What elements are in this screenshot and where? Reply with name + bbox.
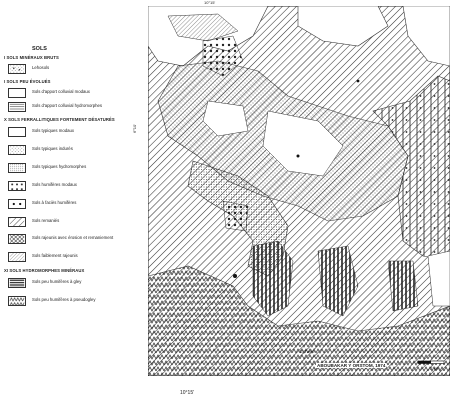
legend-item-gley	[8, 278, 148, 290]
swatch-diag-fine	[8, 252, 26, 262]
legend-label: Sols peu humifères à gley	[32, 279, 82, 284]
swatch-dots-fine	[8, 64, 26, 74]
legend-item-lehosols	[8, 64, 148, 76]
swatch-stipple-dense	[8, 163, 26, 173]
swatch-blank	[8, 127, 26, 137]
latitude-left: 6°10'	[132, 123, 138, 134]
legend-heading-peu-evolues: I SOLS PEU ÉVOLUÉS	[4, 79, 51, 84]
soil-map	[148, 6, 450, 376]
scale-value: 2 km	[430, 366, 440, 371]
legend-label: Sols rajeunis avec érosion et remaniement	[32, 235, 114, 240]
legend-heading-ferrallitiques: X SOLS FERRALLITIQUES FORTEMENT DÉSATURÉS	[4, 117, 115, 122]
scale-label: Échelle	[300, 349, 315, 354]
legend-item-remanies	[8, 217, 148, 229]
legend-item-rajeunis-erosion	[8, 234, 148, 246]
legend-item-faiblement-rajeunis	[8, 252, 148, 264]
legend-label: Lehosols	[32, 65, 50, 70]
legend-label: Sols d'apport colluvial modaux	[32, 89, 90, 94]
legend-item-typiques-modaux	[8, 127, 148, 139]
legend-label: Sols typiques modaux	[32, 128, 75, 133]
legend-label: Sols d'apport colluvial hydromorphes	[32, 103, 103, 108]
legend-item-colluvial-hydromorphes	[8, 102, 148, 114]
legend-heading-hydromorphes: XI SOLS HYDROMORPHES MINÉRAUX	[4, 268, 85, 273]
legend-label: Sols à faciès humifères	[32, 200, 77, 205]
legend-title: SOLS	[32, 46, 47, 52]
legend-label: Sols humifères modaux	[32, 182, 77, 187]
swatch-diag	[8, 217, 26, 227]
swatch-stipple	[8, 145, 26, 155]
legend-label: Sols faiblement rajeunis	[32, 253, 78, 258]
swatch-zigzag	[8, 296, 26, 306]
legend-label: Sols typiques hydromorphes	[32, 164, 87, 169]
map-credit: ABOUBAKAR Y ORSTOM, 1974	[317, 363, 386, 368]
legend-item-humiferes-modaux	[8, 181, 148, 193]
swatch-hlines-bold	[8, 278, 26, 288]
legend-item-colluvial-modaux	[8, 88, 148, 100]
swatch-hlines	[8, 102, 26, 112]
swatch-blank	[8, 88, 26, 98]
longitude-bottom: 10°15'	[180, 390, 195, 396]
legend-item-facies-humiferes	[8, 199, 148, 211]
swatch-cross	[8, 234, 26, 244]
legend-label: Sols typiques indurés	[32, 146, 73, 151]
legend-heading-mineraux-bruts: I SOLS MINÉRAUX BRUTS	[4, 55, 59, 60]
map-legend	[0, 0, 148, 400]
swatch-dots-sparse	[8, 199, 26, 209]
legend-label: Sols remaniés	[32, 218, 60, 223]
legend-item-pseudogley	[8, 296, 148, 308]
legend-item-typiques-indures	[8, 145, 148, 157]
legend-label: Sols peu humifères à pseudogley	[32, 297, 96, 302]
legend-item-typiques-hydromorphes	[8, 163, 148, 175]
longitude-top: 10°15'	[204, 0, 216, 5]
swatch-dots-big	[8, 181, 26, 191]
